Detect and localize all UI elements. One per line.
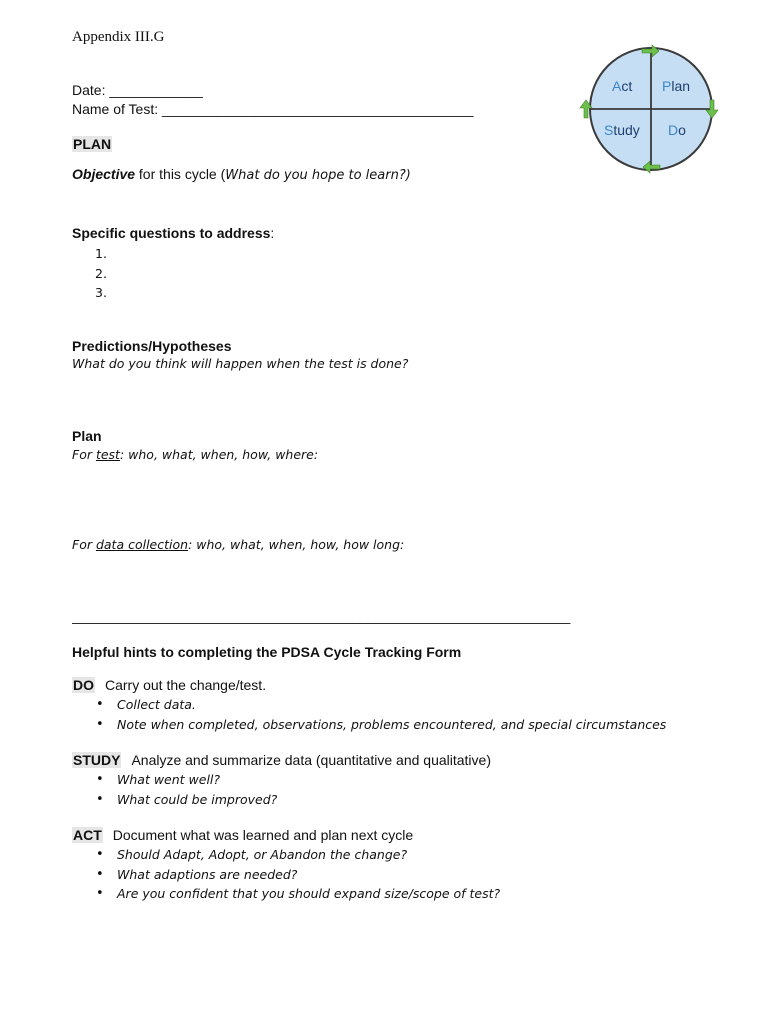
plan-heading: Plan [72,428,102,444]
hint-do-bullets [72,695,712,734]
list-item: • Should Adapt, Adopt, or Abandon the change? [96,847,408,862]
predictions-heading: Predictions/Hypotheses [72,338,232,354]
hint-act-bullets [72,845,712,904]
plan-section-heading: PLAN [73,136,112,152]
pdsa-cycle-svg [578,44,724,174]
objective-line: Objective for this cycle (What do you hope to learn?) [72,166,411,183]
hints-title: Helpful hints to completing the PDSA Cycle Tracking Form [72,644,462,660]
questions-heading: Specific questions to address: [72,225,275,241]
date-field-label: Date: ____________ [72,82,203,98]
question-item: 2. [95,265,107,281]
hint-study-line: STUDY Analyze and summarize data (quantitative and qualitative) [73,752,491,768]
quadrant-do-label: Do [668,122,686,138]
list-item: • Collect data. [96,697,196,712]
list-item: • Note when completed, observations, problems encountered, and special circumstances [96,716,667,732]
hint-do-line: DO Carry out the change/test. [73,677,267,693]
quadrant-plan-label: Plan [662,78,691,94]
questions-list [72,244,107,303]
hint-act-line: ACT Document what was learned and plan next cycle [73,827,414,843]
test-name-field-label: Name of Test: ________________________________________ [72,101,474,117]
plan-data-collection-prompt: For data collection: who, what, when, how, how long: [72,537,405,552]
plan-test-prompt: For test: who, what, when, how, where: [72,447,319,462]
question-item: 1. [95,246,107,261]
section-divider: ________________________________________________________________ [72,608,571,624]
quadrant-study-label: Study [604,122,640,138]
predictions-prompt: What do you think will happen when the test is done? [72,356,409,371]
list-item: • What went well? [96,772,221,787]
question-item: 3. [95,285,107,300]
list-item: • What adaptions are needed? [96,866,298,882]
pdsa-cycle-diagram [578,44,724,174]
list-item: • Are you confident that you should expand size/scope of test? [96,886,501,901]
list-item: • What could be improved? [96,791,278,807]
quadrant-act-label: Act [612,78,633,94]
hint-study-bullets [72,770,712,809]
appendix-label: Appendix III.G [72,29,165,45]
